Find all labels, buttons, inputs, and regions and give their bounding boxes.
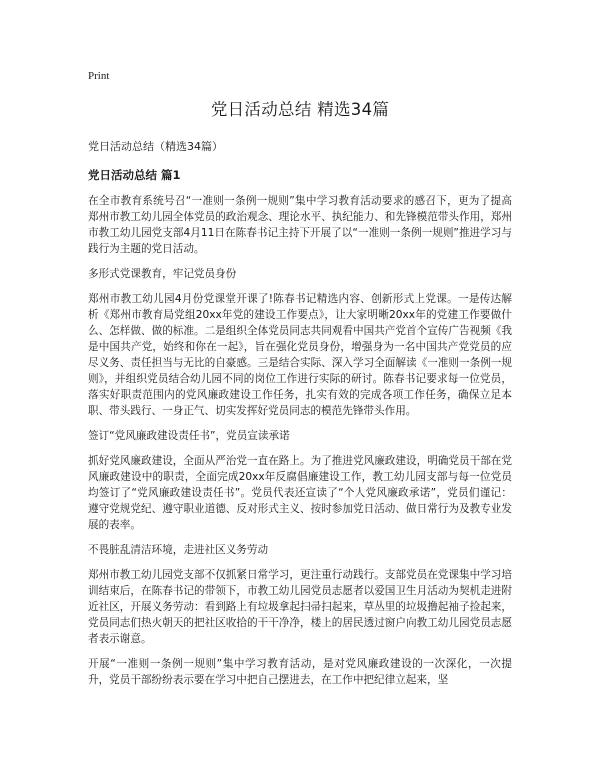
paragraph-community: 郑州市教工幼儿园党支部不仅抓紧日常学习，更注重行动践行。支部党员在党课集中学习培训结束后，在陈春书记的带领下，市教工幼儿园党员志愿者以爱国卫生月活动为契机走进附近社区，开展义务劳动：看到路上有垃圾拿起扫帚扫起来，草丛里的垃圾撸起袖子捡起来，党员同志们热火朝天的把社区收拾的干干净净，楼上的居民透过窗户向教工幼儿园党员志愿者表示谢意。 [88, 569, 512, 645]
print-label[interactable]: Print [88, 70, 110, 82]
document-title: 党日活动总结 精选34篇 [210, 100, 390, 119]
subheading-responsibility: 签订“党风廉政建设责任书”，党员宣读承诺 [88, 430, 290, 442]
subheading-community: 不畏脏乱清洁环境，走进社区义务劳动 [88, 544, 269, 556]
paragraph-responsibility: 抓好党风廉政建设，全面从严治党一直在路上。为了推进党风廉政建设，明确党员干部在党风廉政建设中的职责，全面完成20xx年反腐倡廉建设工作，教工幼儿园支部与每一位党员均签订了“党风廉政建设责任书”。党员代表还宣读了“个人党风廉政承诺”，党员们谨记：遵守党规党纪、遵守职业道德、反对形式主义、按时参加党日活动、做日常行为及教专业发展的表率。 [88, 455, 512, 531]
document-subtitle: 党日活动总结（精选34篇） [88, 140, 223, 153]
subheading-party-lesson: 多形式党课教育，牢记党员身份 [88, 268, 237, 280]
paragraph-party-lesson: 郑州市教工幼儿园4月份党课堂开课了!陈春书记精选内容、创新形式上党课。一是传达解析《郑州市教育局党组20xx年党的建设工作要点》，让大家明晰20xx年的党建工作要做什么、怎样做、做的标准。二是组织全体党员同志共同观看中国共产党首个宣传广告视频《我是中国共产党，始终和你在一起》，旨在强化党员身份，增强身为一名中国共产党党员的应尽义务、责任担当与无比的自豪感。三是结合实际、深入学习全面解读《一准则一条例一规则》，并组织党员结合幼儿园不同的岗位工作进行实际的研讨。陈春书记要求每一位党员，落实好职责范围内的党风廉政建设工作任务，扎实有效的完成各项工作任务，确保立足本职、带头践行、一身正气、切实发挥好党员同志的模范先锋带头作用。 [88, 293, 512, 417]
section-title: 党日活动总结 篇1 [88, 168, 181, 182]
paragraph-intro: 在全市教育系统号召“一准则一条例一规则”集中学习教育活动要求的感召下，更为了提高郑州市教工幼儿园全体党员的政治观念、理论水平、执纪能力、和先锋模范带头作用，郑州市教工幼儿园党支部4月11日在陈春书记主持下开展了以“一准则一条例一规则”推进学习与践行为主题的党日活动。 [88, 195, 512, 255]
paragraph-conclusion: 开展“一准则一条例一规则”集中学习教育活动，是对党风廉政建设的一次深化，一次提升，党员干部纷纷表示要在学习中把自己摆进去，在工作中把纪律立起来，坚 [88, 658, 512, 686]
